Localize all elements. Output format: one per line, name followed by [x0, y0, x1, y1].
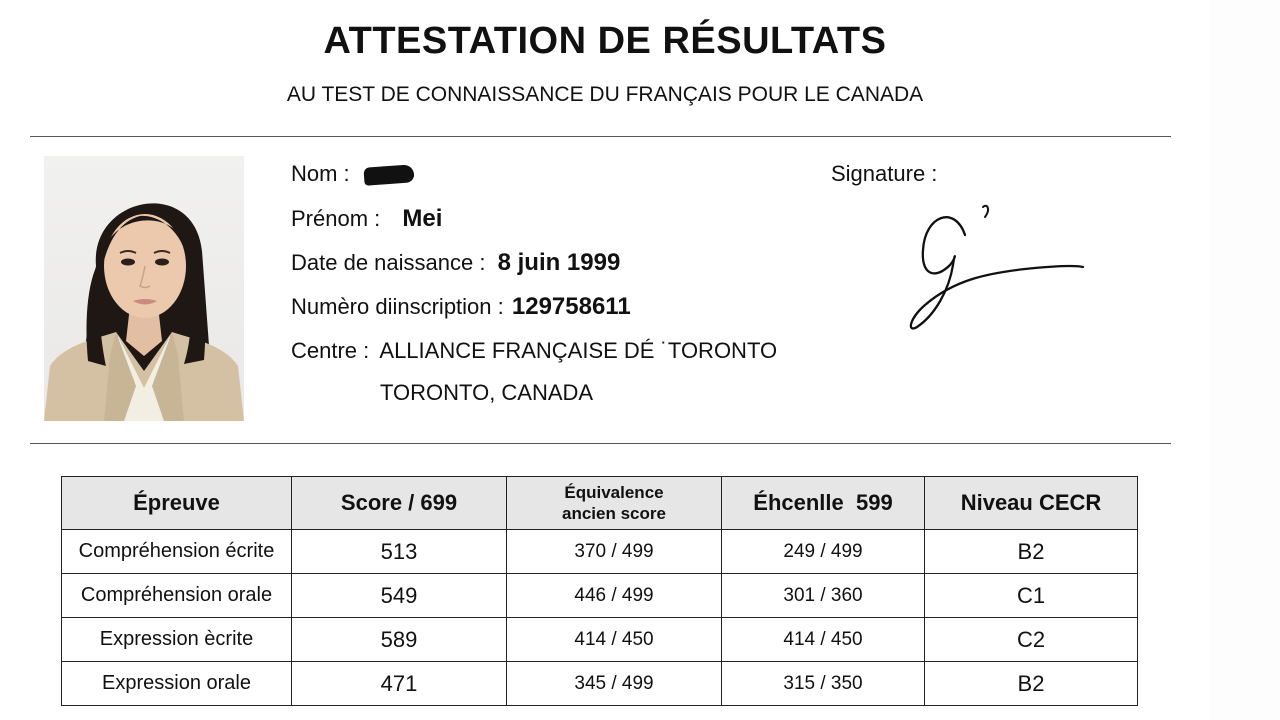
- table-row: [62, 618, 1138, 662]
- cell-echelle: 249 / 499: [722, 530, 925, 574]
- prenom-label: Prénom :: [291, 206, 381, 231]
- registration-field: [291, 293, 631, 321]
- cell-niveau: C2: [925, 618, 1138, 662]
- cell-echelle: 315 / 350: [722, 662, 925, 706]
- centre-label: Centre :: [291, 338, 370, 363]
- top-divider: [30, 136, 1171, 137]
- cell-score: 589: [292, 618, 507, 662]
- document-subtitle: AU TEST DE CONNAISSANCE DU FRANÇAIS POUR LE CANADA: [286, 83, 924, 106]
- header-equivalence-line2: ancien score: [562, 504, 666, 523]
- table-row: [62, 530, 1138, 574]
- header-equivalence: [507, 477, 722, 530]
- cell-epreuve: Compréhension écrite: [62, 530, 292, 574]
- header-echelle: Éhcenlle 599: [722, 477, 925, 530]
- header-score: Score / 699: [292, 477, 507, 530]
- cell-niveau: B2: [925, 662, 1138, 706]
- centre-field: [291, 338, 777, 364]
- cell-equivalence: 345 / 499: [507, 662, 722, 706]
- table-row: [62, 574, 1138, 618]
- table-row: [62, 662, 1138, 706]
- cell-echelle: 414 / 450: [722, 618, 925, 662]
- cell-epreuve: Compréhension orale: [62, 574, 292, 618]
- table-header-row: [62, 477, 1138, 530]
- nom-label: Nom :: [291, 161, 350, 186]
- registration-label: Numèro diinscription :: [291, 294, 504, 319]
- header-niveau: Niveau CECR: [925, 477, 1138, 530]
- portrait-icon: [44, 156, 244, 421]
- cell-score: 549: [292, 574, 507, 618]
- nom-field: [291, 161, 414, 187]
- cell-niveau: B2: [925, 530, 1138, 574]
- document-title: ATTESTATION DE RÉSULTATS: [323, 20, 887, 62]
- redaction-mark: [363, 164, 414, 185]
- cell-equivalence: 446 / 499: [507, 574, 722, 618]
- cell-score: 513: [292, 530, 507, 574]
- prenom-field: [291, 205, 442, 233]
- portrait-photo: [44, 156, 244, 421]
- cell-echelle: 301 / 360: [722, 574, 925, 618]
- dob-label: Date de naissance :: [291, 250, 486, 275]
- middle-divider: [30, 443, 1171, 444]
- cell-equivalence: 414 / 450: [507, 618, 722, 662]
- header-equivalence-line1: Équivalence: [564, 483, 664, 502]
- cell-score: 471: [292, 662, 507, 706]
- header-epreuve: Épreuve: [62, 477, 292, 530]
- registration-value: 129758611: [511, 293, 631, 320]
- centre-value-line1: ALLIANCE FRANÇAISE DÉ ˙TORONTO: [379, 338, 778, 363]
- cell-epreuve: Expression orale: [62, 662, 292, 706]
- dob-value: 8 juin 1999: [497, 249, 621, 276]
- signature-label: Signature :: [831, 161, 938, 186]
- cell-epreuve: Expression ècrite: [62, 618, 292, 662]
- dob-field: [291, 249, 620, 277]
- results-table: [61, 476, 1138, 706]
- cell-equivalence: 370 / 499: [507, 530, 722, 574]
- centre-value-line2: TORONTO, CANADA: [380, 380, 594, 405]
- prenom-value: Mei: [402, 205, 443, 232]
- cell-niveau: C1: [925, 574, 1138, 618]
- signature-icon: [895, 195, 1095, 345]
